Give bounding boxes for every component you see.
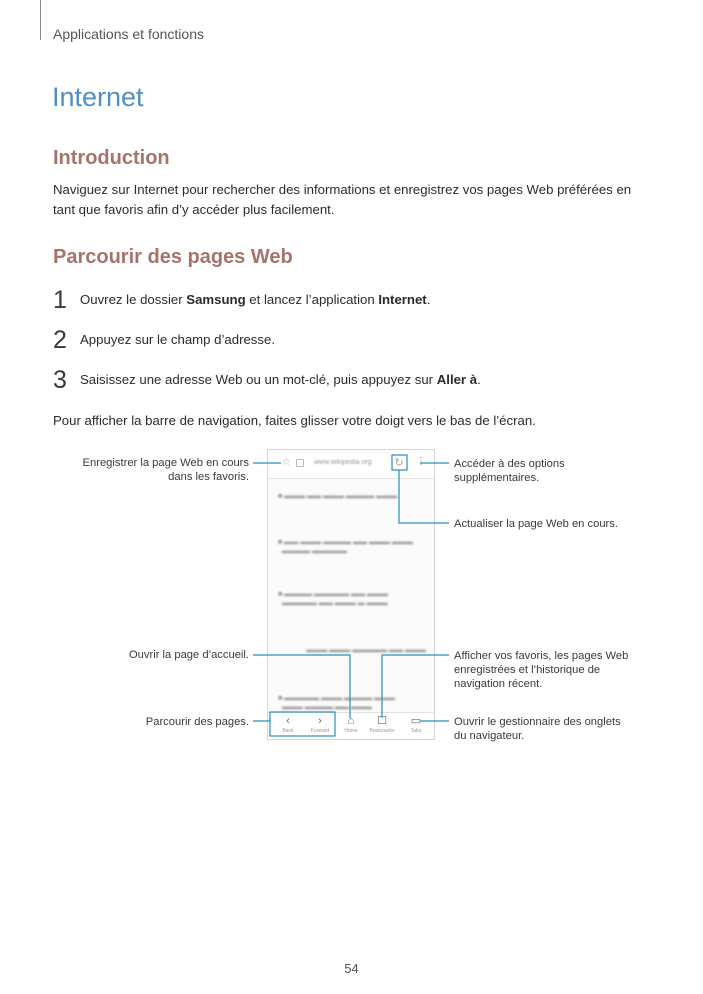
callout-refresh: Actualiser la page Web en cours. bbox=[454, 518, 618, 530]
callout-tabs: Ouvrir le gestionnaire des onglets du navigateur. bbox=[454, 716, 621, 742]
url-field[interactable]: www.wikipedia.org bbox=[314, 459, 372, 466]
blurred-content: ■ ▬▬ ▬▬▬ ▬▬▬▬ ▬▬ ▬▬▬ ▬▬▬ ▬▬▬▬ ▬▬▬▬▬ bbox=[278, 539, 413, 555]
callout-line-refresh bbox=[399, 470, 449, 523]
home-icon: ⌂ bbox=[347, 715, 355, 727]
blurred-content: ■ ▬▬▬ ▬▬ ▬▬▬ ▬▬▬▬ ▬▬▬ bbox=[278, 493, 397, 500]
navigation-note: Pour afficher la barre de navigation, faites glisser votre doigt vers le bas de l’écran. bbox=[53, 413, 536, 428]
browse-heading: Parcourir des pages Web bbox=[53, 246, 293, 268]
refresh-icon[interactable]: ↻ bbox=[394, 457, 404, 469]
step-number: 1 bbox=[53, 286, 67, 314]
callout-home: Ouvrir la page d’accueil. bbox=[128, 649, 249, 661]
tabs-icon: ▭ bbox=[410, 715, 422, 727]
step-number: 2 bbox=[53, 326, 67, 354]
intro-text-line2: tant que favoris afin d’y accéder plus facilement. bbox=[53, 201, 335, 217]
step-text: Saisissez une adresse Web ou un mot-clé, puis appuyez sur Aller à. bbox=[80, 372, 481, 387]
callout-line-home bbox=[253, 655, 350, 718]
bookmark-star-icon[interactable]: ☆ bbox=[282, 457, 291, 468]
callout-favorites: Afficher vos favoris, les pages Web enregistrées et l’historique de navigation récent. bbox=[454, 650, 629, 690]
page-title: Internet bbox=[52, 82, 144, 112]
bookmarks-button[interactable]: ☐ Bookmarks bbox=[369, 715, 395, 734]
page-number: 54 bbox=[344, 961, 359, 976]
back-button[interactable]: ‹ Back bbox=[274, 715, 302, 735]
intro-text-line1: Naviguez sur Internet pour rechercher des informations et enregistrez vos pages Web préférées en bbox=[53, 182, 632, 197]
forward-icon: › bbox=[318, 715, 322, 727]
home-button[interactable]: ⌂ Home bbox=[337, 715, 365, 735]
refresh-highlight-box bbox=[392, 455, 407, 470]
step-text: Appuyez sur le champ d’adresse. bbox=[80, 332, 275, 347]
step-text: Ouvrez le dossier Samsung et lancez l’application Internet. bbox=[80, 292, 431, 307]
callout-line-favorites bbox=[382, 655, 449, 718]
pages-highlight-box bbox=[270, 712, 335, 736]
back-icon: ‹ bbox=[286, 715, 290, 727]
section-header: Applications et fonctions bbox=[53, 26, 204, 42]
forward-button[interactable]: › Forward bbox=[306, 715, 334, 735]
callout-options: Accéder à des options supplémentaires. bbox=[454, 458, 565, 484]
bookmarks-icon: ☐ bbox=[377, 715, 387, 727]
callout-pages: Parcourir des pages. bbox=[145, 716, 249, 728]
more-options-icon[interactable]: ⋮ bbox=[416, 456, 426, 467]
blurred-content: ▬▬▬ ▬▬▬ ▬▬▬▬▬ ▬▬ ▬▬▬ bbox=[306, 647, 426, 654]
intro-heading: Introduction bbox=[53, 147, 170, 169]
blurred-content: ■ ▬▬▬▬ ▬▬▬▬▬ ▬▬ ▬▬▬ ▬▬▬▬▬ ▬▬ ▬▬▬ ▬ ▬▬▬ bbox=[278, 591, 389, 607]
blurred-content: ■ ▬▬▬▬▬ ▬▬▬ ▬▬▬▬ ▬▬▬ ▬▬▬ ▬▬▬▬ ▬▬ ▬▬▬ bbox=[278, 695, 396, 711]
callout-bookmark: Enregistrer la page Web en cours dans les favoris. bbox=[82, 457, 249, 483]
tabs-button[interactable]: ▭ Tabs bbox=[402, 715, 430, 735]
step-number: 3 bbox=[53, 366, 67, 394]
